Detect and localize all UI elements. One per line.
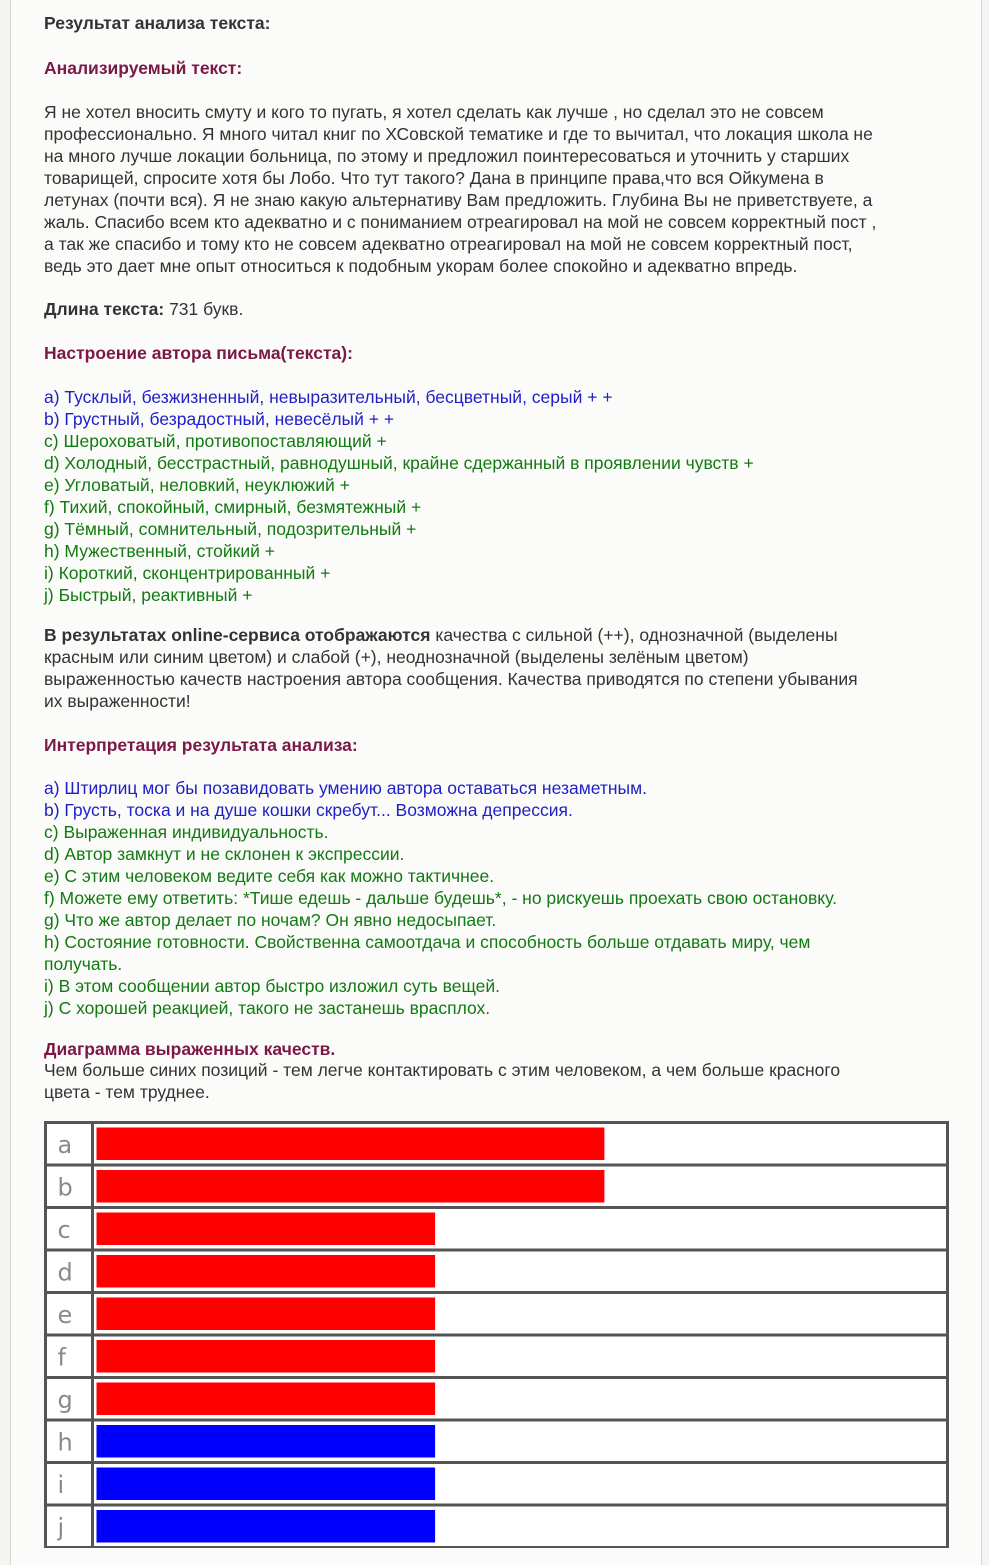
interpretation-item: c) Выраженная индивидуальность.: [44, 822, 329, 842]
chart-row-b: [46, 1165, 948, 1208]
chart-category-label: a: [57, 1130, 73, 1159]
chart-row-c: [46, 1208, 948, 1251]
chart-category-label: j: [57, 1513, 65, 1542]
chart-bar-j: [97, 1510, 436, 1543]
text-length-value: 731 букв.: [164, 299, 244, 319]
analyzed-text-header: Анализируемый текст:: [44, 58, 243, 78]
interpretation-item: e) С этим человеком ведите себя как можно тактичнее.: [44, 866, 495, 886]
interpretation-list: [44, 777, 954, 1019]
chart-bar-e: [97, 1298, 436, 1331]
chart-bar-g: [97, 1383, 436, 1416]
result-header: Результат анализа текста:: [44, 13, 271, 33]
chart-category-label: d: [57, 1258, 73, 1287]
interpretation-item: получать.: [44, 954, 123, 974]
interpretation-item: i) В этом сообщении автор быстро изложил суть вещей.: [44, 976, 501, 996]
chart-bar-h: [97, 1425, 436, 1458]
service-note-line: В результатах online-сервиса отображаются качества с сильной (++), однозначной (выделены: [44, 625, 838, 645]
mood-header: Настроение автора письма(текста):: [44, 343, 353, 363]
chart-bar-b: [97, 1170, 605, 1203]
chart-row-e: [46, 1293, 948, 1336]
mood-item: i) Короткий, сконцентрированный +: [44, 563, 331, 583]
service-note-bold: В результатах online-сервиса отображаются: [44, 625, 431, 645]
diagram-description-line: цвета - тем труднее.: [44, 1082, 210, 1102]
interpretation-item: g) Что же автор делает по ночам? Он явно недосыпает.: [44, 910, 497, 930]
analyzed-text-line: летунах (почти вся). Я не знаю какую альтернативу Вам предложить. Глубина Вы не приветствуете, а: [44, 190, 873, 210]
analyzed-text-line: Я не хотел вносить смуту и кого то пугать, я хотел сделать как лучше , но сделал это не совсем: [44, 102, 824, 122]
chart-bar-a: [97, 1128, 605, 1161]
interpretation-item: d) Автор замкнут и не склонен к экспрессии.: [44, 844, 405, 864]
mood-item: f) Тихий, спокойный, смирный, безмятежный +: [44, 497, 422, 517]
interpretation-item: j) С хорошей реакцией, такого не застанешь врасплох.: [44, 998, 491, 1018]
chart-category-label: c: [57, 1215, 71, 1244]
analyzed-text-line: на много лучше локации больница, по этому и предложил поинтересоваться и уточнить у старших: [44, 146, 850, 166]
chart-category-label: b: [57, 1173, 73, 1202]
chart-row-label-cell: [46, 1463, 93, 1506]
chart-row-j: [46, 1505, 948, 1548]
chart-row-label-cell: [46, 1505, 93, 1548]
interpretation-header: Интерпретация результата анализа:: [44, 735, 358, 755]
analyzed-text-line: ведь это дает мне опыт относиться к подобным укорам более спокойно и адекватно впредь.: [44, 256, 798, 276]
analyzed-text-line: жаль. Спасибо всем кто адекватно и с пониманием отреагировал на мой не совсем корректный пост ,: [44, 212, 877, 232]
chart-row-a: [46, 1123, 948, 1166]
mood-item: j) Быстрый, реактивный +: [44, 585, 253, 605]
text-length: [44, 298, 954, 320]
mood-list: [44, 386, 954, 606]
mood-item: a) Тусклый, безжизненный, невыразительный, бесцветный, серый + +: [44, 387, 613, 407]
chart-row-g: [46, 1378, 948, 1421]
chart-bar-f: [97, 1340, 436, 1373]
mood-item: e) Угловатый, неловкий, неуклюжий +: [44, 475, 350, 495]
chart-category-label: f: [57, 1343, 66, 1372]
mood-item: c) Шероховатый, противопоставляющий +: [44, 431, 387, 451]
chart-category-label: g: [57, 1385, 73, 1414]
chart-row-f: [46, 1335, 948, 1378]
service-note-line: красным или синим цветом) и слабой (+), неоднозначной (выделены зелёным цветом): [44, 647, 749, 667]
chart-category-label: i: [57, 1470, 65, 1499]
diagram-description: [44, 1059, 954, 1103]
mood-item: d) Холодный, бесстрастный, равнодушный, крайне сдержанный в проявлении чувств +: [44, 453, 754, 473]
mood-item: h) Мужественный, стойкий +: [44, 541, 275, 561]
chart-row-h: [46, 1420, 948, 1463]
analyzed-text-line: а так же спасибо и тому кто не совсем адекватно отреагировал на мой не совсем корректный пост,: [44, 234, 853, 254]
analyzed-text-line: профессионально. Я много читал книг по ХСовской тематике и где то вычитал, что локация школа не: [44, 124, 873, 144]
text-length-label: Длина текста:: [44, 299, 165, 319]
chart-category-label: e: [57, 1300, 73, 1329]
mood-item: b) Грустный, безрадостный, невесёлый + +: [44, 409, 395, 429]
chart-category-label: h: [57, 1428, 73, 1457]
diagram-description-line: Чем больше синих позиций - тем легче контактировать с этим человеком, а чем больше красного: [44, 1060, 841, 1080]
mood-item: g) Тёмный, сомнительный, подозрительный +: [44, 519, 417, 539]
interpretation-item: f) Можете ему ответить: *Тише едешь - дальше будешь*, - но рискуешь проехать свою остановку.: [44, 888, 838, 908]
analyzed-text: [44, 101, 954, 277]
qualities-bar-chart: [44, 1121, 949, 1548]
chart-row-label-cell: [46, 1335, 93, 1378]
interpretation-item: a) Штирлиц мог бы позавидовать умению автора оставаться незаметным.: [44, 778, 648, 798]
diagram-header: Диаграмма выраженных качеств.: [44, 1039, 336, 1059]
analyzed-text-line: товарищей, спросите хотя бы Лобо. Что тут такого? Дана в принципе права,что вся Ойкумена в: [44, 168, 824, 188]
interpretation-item: h) Состояние готовности. Свойственна самоотдача и способность больше отдавать миру, чем: [44, 932, 811, 952]
service-note-line: их выраженности!: [44, 691, 191, 711]
service-note-line: выраженностью качеств настроения автора сообщения. Качества приводятся по степени убывания: [44, 669, 858, 689]
chart-bar-c: [97, 1213, 436, 1246]
service-note: [44, 624, 954, 712]
chart-row-d: [46, 1250, 948, 1293]
chart-bar-d: [97, 1255, 436, 1288]
chart-bar-i: [97, 1468, 436, 1501]
interpretation-item: b) Грусть, тоска и на душе кошки скребут... Возможна депрессия.: [44, 800, 573, 820]
chart-row-i: [46, 1463, 948, 1506]
